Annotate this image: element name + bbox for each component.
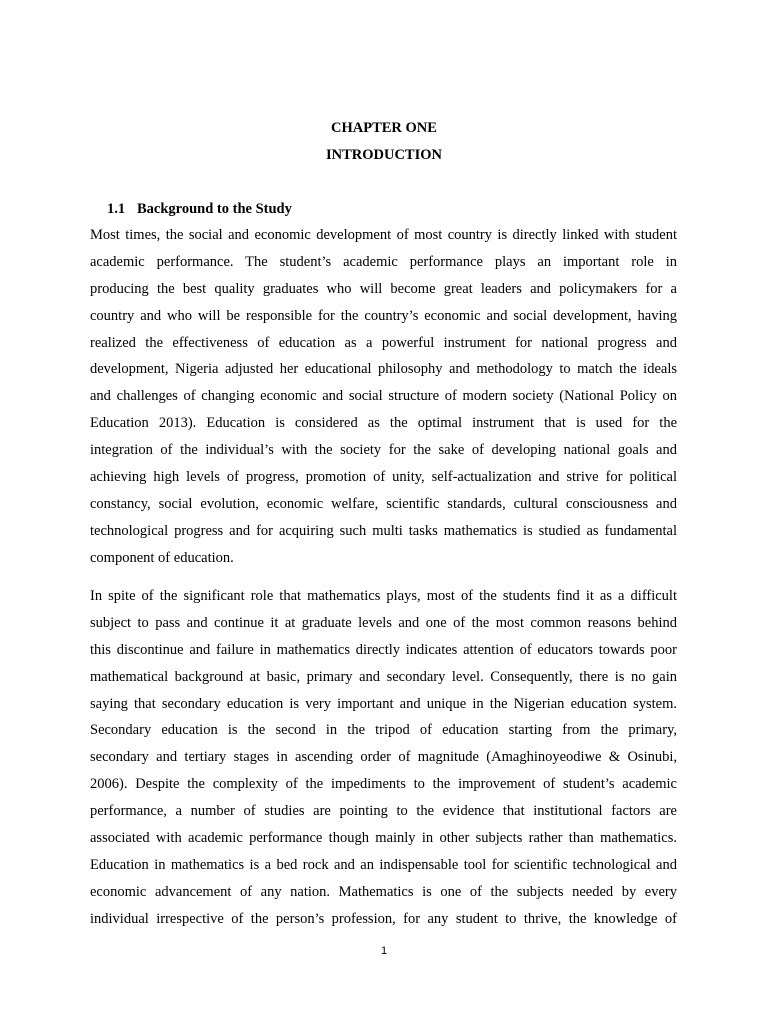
page-number: 1 [380,945,388,957]
section-title: Background to the Study [137,201,292,217]
paragraph-line: realized the effectiveness of education as a powerful instrument for national progress and [90,334,677,351]
paragraph-line: development, Nigeria adjusted her educational philosophy and methodology to match the ideals [90,361,677,378]
paragraph-line: performance, a number of studies are pointing to the evidence that institutional factors are [90,803,677,820]
paragraph-line: academic performance. The student’s academic performance plays an important role in [90,253,677,270]
paragraph-background [90,222,677,572]
section-heading [107,199,292,219]
paragraph-line: technological progress and for acquiring such multi tasks mathematics is studied as fundamental [90,522,677,539]
paragraph-line: individual irrespective of the person’s profession, for any student to thrive, the knowledge of [90,910,677,927]
paragraph-line: secondary and tertiary stages in ascending order of magnitude (Amaghinoyeodiwe & Osinubi, [90,749,677,766]
paragraph-line: Most times, the social and economic development of most country is directly linked with student [90,227,677,243]
paragraph-line: country and who will be responsible for the country’s economic and social development, having [90,307,677,324]
paragraph-line: achieving high levels of progress, promotion of unity, self-actualization and strive for political [90,469,677,486]
paragraph-line: economic advancement of any nation. Mathematics is one of the subjects needed by every [90,883,677,900]
paragraph-line: In spite of the significant role that mathematics plays, most of the students find it as a difficult [90,588,677,604]
paragraph-line: component of education. [90,549,234,566]
paragraph-line: constancy, social evolution, economic welfare, scientific standards, cultural consciousness and [90,495,677,512]
chapter-subtitle: INTRODUCTION [325,147,442,163]
paragraph-line: subject to pass and continue it at graduate levels and one of the most common reasons behind [90,614,677,631]
paragraph-line: producing the best quality graduates who will become great leaders and policymakers for a [90,280,677,297]
chapter-title: CHAPTER ONE [331,120,437,136]
paragraph-line: integration of the individual’s with the society for the sake of developing national goals and [90,442,677,459]
paragraph-line: mathematical background at basic, primary and secondary level. Consequently, there is no gain [90,668,677,685]
paragraph-line: Education in mathematics is a bed rock and an indispensable tool for scientific technological and [90,856,677,873]
paragraph-line: associated with academic performance though mainly in other subjects rather than mathematics. [90,830,677,847]
paragraph-line: 2006). Despite the complexity of the impediments to the improvement of student’s academic [90,776,677,793]
paragraph-line: Secondary education is the second in the tripod of education starting from the primary, [90,722,677,739]
paragraph-mathematics [90,583,677,933]
paragraph-line: and challenges of changing economic and social structure of modern society (National Policy on [90,388,677,405]
paragraph-line: saying that secondary education is very important and unique in the Nigerian education system. [90,695,677,712]
section-number: 1.1 [107,201,126,217]
paragraph-line: this discontinue and failure in mathematics directly indicates attention of educators towards poor [90,641,677,658]
paragraph-line: Education 2013). Education is considered as the optimal instrument that is used for the [90,415,677,432]
